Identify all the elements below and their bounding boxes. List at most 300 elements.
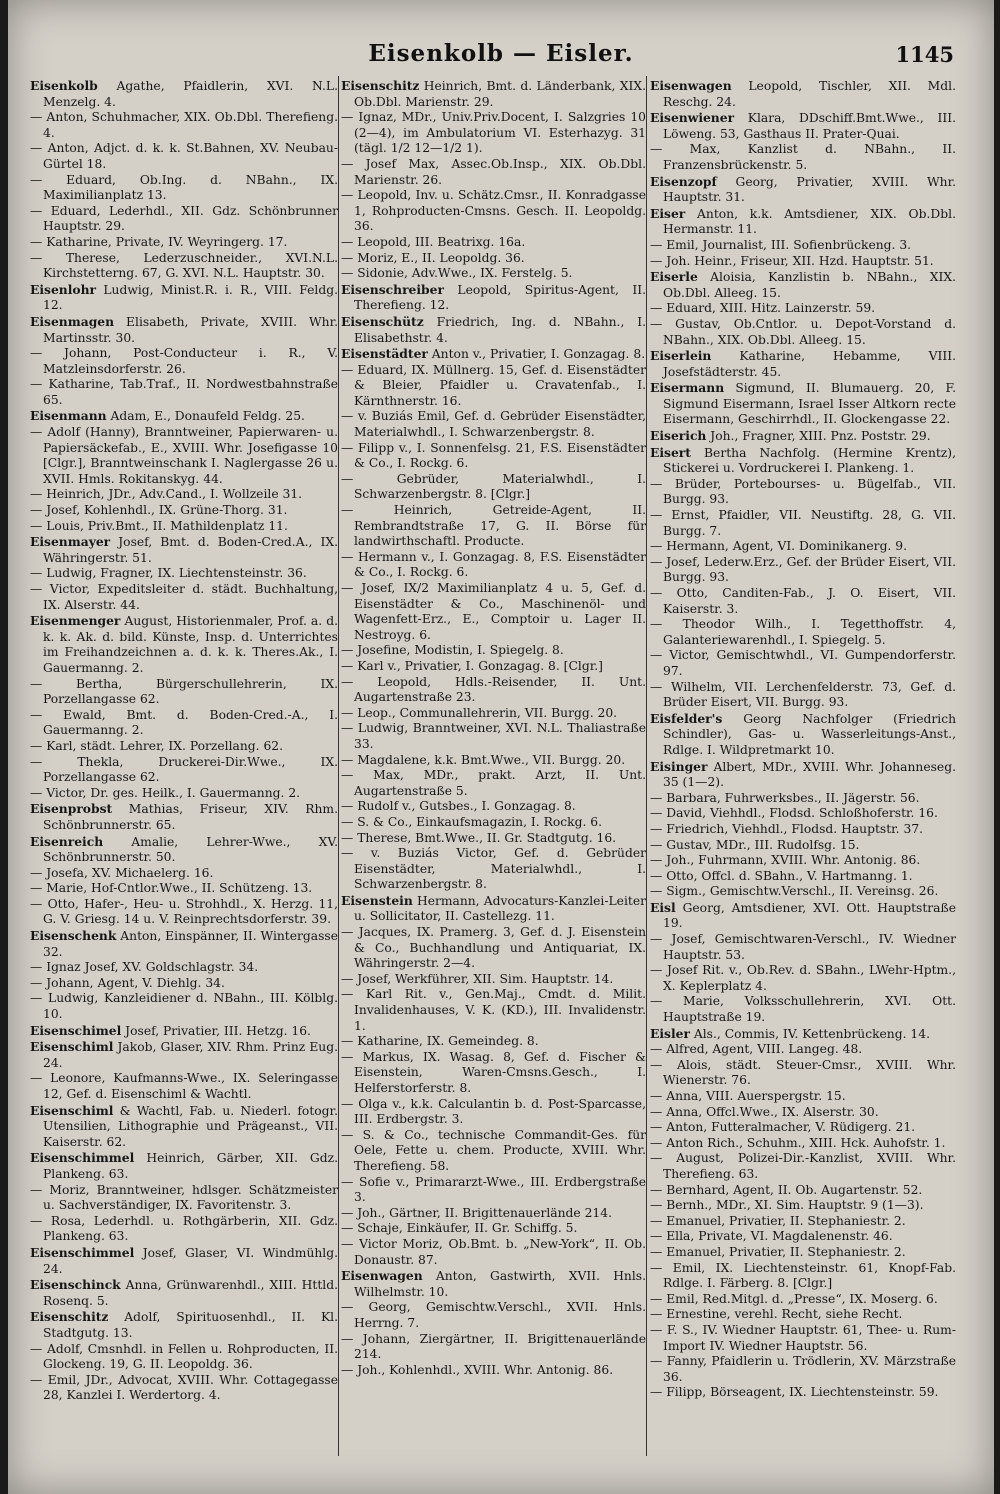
entry-text: — Leop., Communallehrerin, VII. Burgg. 20. xyxy=(341,705,618,720)
directory-entry xyxy=(30,1214,338,1245)
directory-entry xyxy=(341,799,646,815)
entry-text: — Leopold, Inv. u. Schätz.Cmsr., II. Konradgasse 1, Rohproducten-Cmsns. Gesch. II. Leopoldg. 36. xyxy=(341,188,646,234)
page-header xyxy=(8,40,994,72)
directory-entry xyxy=(650,791,956,807)
entry-text: — Emil, Journalist, III. Sofienbrückeng. 3. xyxy=(650,237,912,252)
directory-entry xyxy=(30,1309,338,1341)
entry-text: — F. S., IV. Wiedner Hauptstr. 61, Thee- u. Rum-Import IV. Wiedner Hauptstr. 56. xyxy=(650,1322,956,1353)
directory-entry xyxy=(30,755,338,786)
directory-entry xyxy=(341,472,646,503)
directory-entry xyxy=(650,1198,956,1214)
directory-entry xyxy=(650,269,956,301)
directory-entry xyxy=(650,759,956,791)
entry-text: — Eduard, IX. Müllnerg. 15, Gef. d. Eisenstädter & Bleier, Pfaidler u. Cravatenfab., I. Kärnthnerstr. 16. xyxy=(341,362,646,408)
entry-text: — Josefa, XV. Michaelerg. 16. xyxy=(30,865,214,880)
entry-surname: Eisenschimmel xyxy=(30,1244,135,1260)
entry-text: — Victor, Gemischtwhdl., VI. Gumpendorferstr. 97. xyxy=(650,648,956,678)
entry-surname: Eisenschütz xyxy=(341,313,424,329)
entry-text: — Victor Moriz, Ob.Bmt. b. „New-York“, II. Ob. Donaustr. 87. xyxy=(341,1236,646,1267)
directory-entry xyxy=(341,721,646,752)
entry-surname: Eisenkolb xyxy=(30,78,98,93)
entry-text: — Heinrich, Getreide-Agent, II. Rembrandtstraße 17, G. II. Börse für landwirthschaftl. Producte. xyxy=(341,503,646,549)
entry-text: — Anton, Adjct. d. k. k. St.Bahnen, XV. Neubau-Gürtel 18. xyxy=(30,141,338,171)
directory-entry xyxy=(341,1300,646,1331)
entry-surname: Eisenschimel xyxy=(30,1022,122,1038)
directory-entry xyxy=(650,206,956,238)
directory-entry xyxy=(341,675,646,706)
directory-entry xyxy=(650,78,956,110)
directory-entry xyxy=(30,1373,338,1404)
entry-text: Adam, E., Donaufeld Feldg. 25. xyxy=(106,409,305,424)
entry-surname: Eisenmayer xyxy=(30,534,111,550)
directory-entry xyxy=(341,78,646,110)
entry-text: Georg, Privatier, XVIII. Whr. Hauptstr. 31. xyxy=(663,174,956,205)
entry-text: — Otto, Hafer-, Heu- u. Strohhdl., X. Herzg. 11, G. V. Griesg. 14 u. V. Reinprechtsdorferstr. 39. xyxy=(30,896,338,927)
entry-text: Heinrich, Bmt. d. Länderbank, XIX. Ob.Dbl. Marienstr. 29. xyxy=(354,79,646,109)
directory-entry xyxy=(341,643,646,659)
entry-text: — Moriz, Branntweiner, hdlsger. Schätzmeister u. Sachverständiger, IX. Favoritenstr. 3. xyxy=(30,1182,338,1213)
directory-entry xyxy=(341,659,646,675)
directory-entry xyxy=(341,266,646,282)
entry-text: — Bernh., MDr., XI. Sim. Hauptstr. 9 (1—3). xyxy=(650,1198,924,1213)
directory-entry xyxy=(30,503,338,519)
directory-entry xyxy=(341,768,646,799)
entry-text: — S. & Co., Einkaufsmagazin, I. Rockg. 6. xyxy=(341,814,603,829)
entry-text: — Thekla, Druckerei-Dir.Wwe., IX. Porzellangasse 62. xyxy=(30,754,338,785)
entry-text: — Katharine, Tab.Traf., II. Nordwestbahnstraße 65. xyxy=(30,377,338,407)
entry-text: — Adolf (Hanny), Branntweiner, Papierwaren- u. Papiersäckefab., E., XVIII. Whr. Josefigasse 10 [Clgr.], Branntweinschank I. Naglergasse 26 u. XVII. Hmls. Rokitanskyg. 44. xyxy=(30,425,338,486)
directory-entry xyxy=(30,1103,338,1151)
entry-text: Jakob, Glaser, XIV. Rhm. Prinz Eug. 24. xyxy=(43,1040,338,1070)
page-number: 1145 xyxy=(895,42,954,67)
entry-text: Josef, Bmt. d. Boden-Cred.A., IX. Währingerstr. 51. xyxy=(43,535,338,565)
directory-entry xyxy=(650,900,956,932)
directory-entry xyxy=(341,363,646,410)
entry-text: — Ernst, Pfaidler, VII. Neustiftg. 28, G. VII. Burgg. 7. xyxy=(650,508,956,538)
entry-text: — Emanuel, Privatier, II. Stephaniestr. 2. xyxy=(650,1213,906,1228)
directory-entry xyxy=(341,1332,646,1363)
directory-entry xyxy=(650,932,956,963)
directory-entry xyxy=(341,831,646,847)
directory-entry xyxy=(341,110,646,157)
entry-text: — Alois, städt. Steuer-Cmsr., XVIII. Whr. Wienerstr. 76. xyxy=(650,1057,956,1088)
directory-entry xyxy=(650,711,956,759)
entry-text: Klara, DDschiff.Bmt.Wwe., III. Löweng. 53, Gasthaus II. Prater-Quai. xyxy=(663,111,956,141)
entry-text: — Joh. Heinr., Friseur, XII. Hzd. Hauptstr. 51. xyxy=(650,253,934,268)
directory-entry xyxy=(30,613,338,676)
entry-text: — Victor, Expeditsleiter d. städt. Buchhaltung, IX. Alserstr. 44. xyxy=(30,582,338,612)
directory-entry xyxy=(30,1245,338,1277)
entry-text: — Ludwig, Fragner, IX. Liechtensteinstr. 36. xyxy=(30,566,307,581)
entry-surname: Eisenschinck xyxy=(30,1277,121,1293)
directory-entry xyxy=(341,815,646,831)
entry-surname: Eisenstein xyxy=(341,892,413,908)
directory-entry xyxy=(341,346,646,363)
directory-entry xyxy=(30,786,338,802)
directory-entry xyxy=(341,753,646,769)
entry-text: — Bertha, Bürgerschullehrerin, IX. Porzellangasse 62. xyxy=(30,676,338,707)
entry-text: — Sofie v., Primararzt-Wwe., III. Erdbergstraße 3. xyxy=(341,1174,646,1205)
directory-entry xyxy=(650,617,956,648)
directory-entry xyxy=(650,853,956,869)
directory-entry xyxy=(650,174,956,206)
entry-text: — Ignaz Josef, XV. Goldschlagstr. 34. xyxy=(30,960,259,975)
directory-entry xyxy=(30,1277,338,1309)
directory-entry xyxy=(30,708,338,739)
entry-text: Josef, Glaser, VI. Windmühlg. 24. xyxy=(43,1245,338,1276)
directory-entry xyxy=(30,425,338,487)
directory-entry xyxy=(650,477,956,508)
entry-text: — S. & Co., technische Commandit-Ges. für Oele, Fette u. chem. Producte, XVIII. Whr. Therefieng. 58. xyxy=(341,1127,646,1173)
entry-text: — Otto, Canditen-Fab., J. O. Eisert, VII. Kaiserstr. 3. xyxy=(650,586,956,616)
directory-entry xyxy=(341,1363,646,1379)
entry-text: Anton, Gastwirth, XVII. Hnls. Wilhelmstr. 10. xyxy=(354,1269,646,1299)
entry-text: Hermann, Advocaturs-Kanzlei-Leiter u. Sollicitator, II. Castellezg. 11. xyxy=(354,893,646,924)
directory-entry xyxy=(650,869,956,885)
entry-surname: Eisenschiml xyxy=(30,1039,114,1055)
directory-entry xyxy=(650,110,956,142)
entry-text: — Ludwig, Kanzleidiener d. NBahn., III. Kölblg. 10. xyxy=(30,991,338,1022)
entry-text: Joh., Fragner, XIII. Pnz. Poststr. 29. xyxy=(706,429,931,444)
directory-entry xyxy=(650,317,956,348)
entry-text: — August, Polizei-Dir.-Kanzlist, XVIII. Whr. Therefieng. 63. xyxy=(650,1151,956,1181)
entry-text: — Josef Rit. v., Ob.Rev. d. SBahn., LWehr-Hptm., X. Keplerplatz 4. xyxy=(650,963,956,993)
directory-entry xyxy=(650,1136,956,1152)
directory-entry xyxy=(650,1026,956,1043)
directory-entry xyxy=(341,581,646,643)
entry-text: — Anton, Futteralmacher, V. Rüdigerg. 21. xyxy=(650,1120,916,1135)
entry-surname: Eisl xyxy=(650,899,676,915)
entry-text: — Leopold, Hdls.-Reisender, II. Unt. Augartenstraße 23. xyxy=(341,674,646,705)
entry-surname: Eisenmenger xyxy=(30,613,121,629)
entry-text: — Adolf, Cmsnhdl. in Fellen u. Rohproducten, II. Glockeng. 19, G. II. Leopoldg. 36. xyxy=(30,1341,338,1372)
entry-text: — Georg, Gemischtw.Verschl., XVII. Hnls. Herrng. 7. xyxy=(341,1300,646,1330)
entry-surname: Eisenschitz xyxy=(341,78,420,93)
entry-text: — Josef, IX/2 Maximilianplatz 4 u. 5, Gef. d. Eisenstädter & Co., Maschinenöl- und Wagenfett-Erz., E., Comptoir u. Lager II. Nestroyg. 6. xyxy=(341,581,646,642)
entry-text: Adolf, Spirituosenhdl., II. Kl. Stadtgutg. 13. xyxy=(43,1310,338,1340)
entry-surname: Eisler xyxy=(650,1025,690,1041)
entry-text: Heinrich, Gärber, XII. Gdz. Plankeng. 63. xyxy=(43,1151,338,1181)
entry-text: — Ludwig, Branntweiner, XVI. N.L. Thaliastraße 33. xyxy=(341,721,646,751)
entry-text: Georg, Amtsdiener, XVI. Ott. Hauptstraße 19. xyxy=(663,900,956,931)
entry-text: — v. Buziás Emil, Gef. d. Gebrüder Eisenstädter, Materialwhdl., I. Schwarzenbergstr. 8. xyxy=(341,409,646,440)
directory-entry xyxy=(650,301,956,317)
entry-text: — Jacques, IX. Pramerg. 3, Gef. d. J. Eisenstein & Co., Buchhandlung und Antiquariat, IX. Währingerstr. 2—4. xyxy=(341,925,646,971)
entry-text: — Sigm., Gemischtw.Verschl., II. Vereinsg. 26. xyxy=(650,884,939,899)
directory-entry xyxy=(341,235,646,251)
directory-entry xyxy=(650,539,956,555)
entry-text: — Otto, Offcl. d. SBahn., V. Hartmanng. 1. xyxy=(650,868,913,883)
directory-entry xyxy=(30,897,338,928)
directory-entry xyxy=(30,1039,338,1071)
directory-entry xyxy=(30,282,338,314)
entry-surname: Eisinger xyxy=(650,758,708,774)
directory-entry xyxy=(30,866,338,882)
directory-entry xyxy=(650,1292,956,1308)
directory-entry xyxy=(30,881,338,897)
entry-text: — Johann, Agent, V. Diehlg. 34. xyxy=(30,975,225,990)
directory-entry xyxy=(30,534,338,566)
directory-entry xyxy=(30,377,338,408)
entry-text: Agathe, Pfaidlerin, XVI. N.L. Menzelg. 4. xyxy=(43,79,338,109)
directory-entry xyxy=(341,1128,646,1175)
entry-text: — Josef, Lederw.Erz., Gef. der Brüder Eisert, VII. Burgg. 93. xyxy=(650,554,956,585)
entry-surname: Eisenwiener xyxy=(650,110,735,126)
entry-surname: Eisenwagen xyxy=(341,1268,423,1284)
entry-text: — Josef, Kohlenhdl., IX. Grüne-Thorg. 31. xyxy=(30,503,288,518)
entry-surname: Eiserle xyxy=(650,269,698,285)
directory-entry xyxy=(341,1206,646,1222)
entry-text: — Moriz, E., II. Leopoldg. 36. xyxy=(341,250,525,265)
entry-text: — Rosa, Lederhdl. u. Rothgärberin, XII. Gdz. Plankeng. 63. xyxy=(30,1213,338,1244)
entry-text: — Therese, Lederzuschneider., XVI.N.L. Kirchstetterng. 67, G. XVI. N.L. Hauptstr. 30. xyxy=(30,250,338,281)
directory-entry xyxy=(341,1221,646,1237)
entry-text: — Ella, Private, VI. Magdalenenstr. 46. xyxy=(650,1229,893,1244)
directory-entry xyxy=(650,1323,956,1354)
directory-entry xyxy=(650,1354,956,1385)
directory-entry xyxy=(341,441,646,472)
entry-text: — Katharine, Private, IV. Weyringerg. 17. xyxy=(30,234,288,249)
entry-text: — Fanny, Pfaidlerin u. Trödlerin, XV. Märzstraße 36. xyxy=(650,1354,956,1384)
directory-entry xyxy=(650,838,956,854)
directory-entry xyxy=(650,1307,956,1323)
entry-surname: Eisenprobst xyxy=(30,801,113,817)
entry-text: — Heinrich, JDr., Adv.Cand., I. Wollzeile 31. xyxy=(30,487,303,502)
entry-text: — Emil, JDr., Advocat, XVIII. Whr. Cottagegasse 28, Kanzlei I. Werdertorg. 4. xyxy=(30,1372,338,1403)
entry-text: — Brüder, Portebourses- u. Bügelfab., VII. Burgg. 93. xyxy=(650,476,956,507)
entry-text: — Bernhard, Agent, II. Ob. Augartenstr. 52. xyxy=(650,1182,923,1197)
entry-text: Bertha Nachfolg. (Hermine Krentz), Stickerei u. Vordruckerei I. Plankeng. 1. xyxy=(663,445,956,476)
entry-text: — Hermann, Agent, VI. Dominikanerg. 9. xyxy=(650,539,907,554)
entry-surname: Eisenreich xyxy=(30,833,104,849)
entry-text: — Josef, Werkführer, XII. Sim. Hauptstr. 14. xyxy=(341,971,614,986)
entry-text: Friedrich, Ing. d. NBahn., I. Elisabethstr. 4. xyxy=(354,314,646,345)
directory-entry xyxy=(650,555,956,586)
directory-entry xyxy=(650,1042,956,1058)
entry-surname: Eiser xyxy=(650,205,686,221)
entry-text: — Victor, Dr. ges. Heilk., I. Gauermanng. 2. xyxy=(30,785,301,800)
directory-entry xyxy=(650,254,956,270)
directory-entry xyxy=(30,991,338,1022)
entry-text: — Anna, VIII. Auerspergstr. 15. xyxy=(650,1089,846,1103)
entry-text: — Alfred, Agent, VIII. Langeg. 48. xyxy=(650,1042,863,1057)
directory-entry xyxy=(341,972,646,988)
entry-text: — Barbara, Fuhrwerksbes., II. Jägerstr. 56. xyxy=(650,790,920,805)
entry-surname: Eisermann xyxy=(650,380,725,396)
entry-text: — Eduard, Ob.Ing. d. NBahn., IX. Maximilianplatz 13. xyxy=(30,172,338,203)
directory-entry xyxy=(650,1105,956,1121)
entry-text: Elisabeth, Private, XVIII. Whr. Martinsstr. 30. xyxy=(43,314,338,345)
directory-entry xyxy=(30,834,338,866)
entry-text: — Ewald, Bmt. d. Boden-Cred.-A., I. Gauermanng. 2. xyxy=(30,707,338,738)
directory-entry xyxy=(341,550,646,581)
entry-text: Sigmund, II. Blumauerg. 20, F. Sigmund Eisermann, Israel Isser Altkorn recte Eisermann, Geschirrhdl., II. Glockengasse 22. xyxy=(663,381,956,427)
entry-surname: Eisenschitz xyxy=(30,1309,109,1325)
directory-entry xyxy=(650,380,956,428)
entry-surname: Eisenmagen xyxy=(30,313,115,329)
directory-entry xyxy=(30,566,338,582)
entry-text: — Anton Rich., Schuhm., XIII. Hck. Auhofstr. 1. xyxy=(650,1135,946,1150)
directory-entry xyxy=(30,173,338,204)
entry-text: — Gustav, Ob.Cntlor. u. Depot-Vorstand d. NBahn., XIX. Ob.Dbl. Alleeg. 15. xyxy=(650,316,956,347)
directory-entry xyxy=(341,409,646,440)
entry-surname: Eisert xyxy=(650,444,691,460)
entry-surname: Eisfelder's xyxy=(650,710,723,726)
entry-text: Anton, Einspänner, II. Wintergasse 32. xyxy=(43,929,338,959)
directory-entry xyxy=(341,1268,646,1300)
entry-text: Anna, Grünwarenhdl., XIII. Httld. Rosenq. 5. xyxy=(43,1278,338,1308)
directory-entry xyxy=(30,204,338,235)
entry-text: Anton, k.k. Amtsdiener, XIX. Ob.Dbl. Hermanstr. 11. xyxy=(663,206,956,237)
directory-entry xyxy=(341,1034,646,1050)
directory-entry xyxy=(650,1245,956,1261)
entry-text: Amalie, Lehrer-Wwe., XV. Schönbrunnerstr. 50. xyxy=(43,834,338,865)
entry-surname: Eisenschenk xyxy=(30,928,117,944)
entry-surname: Eisenschimmel xyxy=(30,1150,135,1166)
directory-entry xyxy=(30,251,338,282)
directory-entry xyxy=(341,846,646,893)
entry-text: — Hermann v., I. Gonzagag. 8, F.S. Eisenstädter & Co., I. Rockg. 6. xyxy=(341,549,646,580)
entry-text: — Marie, Hof-Cntlor.Wwe., II. Schützeng. 13. xyxy=(30,881,313,896)
entry-text: Aloisia, Kanzlistin b. NBahn., XIX. Ob.Dbl. Alleeg. 15. xyxy=(663,270,956,300)
directory-entry xyxy=(650,1385,956,1401)
entry-surname: Eisenmann xyxy=(30,408,107,424)
directory-entry xyxy=(650,1058,956,1089)
entry-text: Katharine, Hebamme, VIII. Josefstädterstr. 45. xyxy=(663,349,956,379)
directory-entry xyxy=(650,428,956,445)
entry-text: — Markus, IX. Wasag. 8, Gef. d. Fischer & Eisenstein, Waren-Cmsns.Gesch., I. Helferstorferstr. 8. xyxy=(341,1049,646,1095)
entry-text: — Eduard, XIII. Hitz. Lainzerstr. 59. xyxy=(650,301,876,316)
entry-text: August, Historienmaler, Prof. a. d. k. k. Ak. d. bild. Künste, Insp. d. Unterrichtes im Freihandzeichnen a. d. k. k. Theres.Ak., I. Gauermanng. 2. xyxy=(43,614,338,675)
directory-entry xyxy=(30,801,338,833)
directory-entry xyxy=(341,251,646,267)
column-1 xyxy=(30,78,338,1478)
entry-text: — Leopold, III. Beatrixg. 16a. xyxy=(341,234,526,249)
directory-entry xyxy=(30,1183,338,1214)
entry-text: — Emil, IX. Liechtensteinstr. 61, Knopf-Fab. Rdlge. I. Färberg. 8. [Clgr.] xyxy=(650,1260,956,1291)
entry-text: — Josef Max, Assec.Ob.Insp., XIX. Ob.Dbl. Marienstr. 26. xyxy=(341,156,646,187)
column-rule xyxy=(646,76,647,1456)
entry-text: Leopold, Tischler, XII. Mdl. Reschg. 24. xyxy=(663,79,956,109)
entry-text: — Magdalene, k.k. Bmt.Wwe., VII. Burgg. 20. xyxy=(341,752,626,767)
directory-entry xyxy=(650,822,956,838)
directory-entry xyxy=(30,487,338,503)
directory-entry xyxy=(30,928,338,960)
entry-surname: Eiserlein xyxy=(650,348,712,364)
directory-entry xyxy=(30,582,338,613)
directory-entry xyxy=(341,1237,646,1268)
entry-text: — Rudolf v., Gutsbes., I. Gonzagag. 8. xyxy=(341,799,576,814)
directory-entry xyxy=(650,1183,956,1199)
directory-entry xyxy=(650,1151,956,1182)
entry-text: — Eduard, Lederhdl., XII. Gdz. Schönbrunner Hauptstr. 29. xyxy=(30,203,338,234)
directory-entry xyxy=(30,976,338,992)
entry-text: — Ignaz, MDr., Univ.Priv.Docent, I. Salzgries 10 (2—4), im Ambulatorium VI. Esterhazyg. 31 (tägl. 1/2 12—1/2 1). xyxy=(341,110,646,156)
directory-entry xyxy=(650,1214,956,1230)
directory-entry xyxy=(341,706,646,722)
entry-text: — Johann, Ziergärtner, II. Brigittenauerlände 214. xyxy=(341,1331,646,1362)
column-3 xyxy=(650,78,956,1478)
directory-entry xyxy=(650,1120,956,1136)
entry-text: — Katharine, IX. Gemeindeg. 8. xyxy=(341,1034,539,1049)
column-2 xyxy=(341,78,646,1478)
entry-text: — Joh., Kohlenhdl., XVIII. Whr. Antonig. 86. xyxy=(341,1362,614,1377)
directory-entry xyxy=(30,1150,338,1182)
entry-text: — Joh., Fuhrmann, XVIII. Whr. Antonig. 86. xyxy=(650,853,921,868)
directory-entry xyxy=(341,188,646,235)
entry-text: Leopold, Spiritus-Agent, II. Therefieng. 12. xyxy=(354,282,646,313)
entry-text: Als., Commis, IV. Kettenbrückeng. 14. xyxy=(689,1026,930,1041)
entry-text: — Josef, Gemischtwaren-Verschl., IV. Wiedner Hauptstr. 53. xyxy=(650,932,956,962)
directory-entry xyxy=(650,963,956,994)
entry-text: Georg Nachfolger (Friedrich Schindler), Gas- u. Wasserleitungs-Anst., Rdlge. I. Wildpretmarkt 10. xyxy=(663,711,956,757)
directory-entry xyxy=(650,648,956,679)
entry-text: — Filipp, Börseagent, IX. Liechtensteinstr. 59. xyxy=(650,1385,939,1400)
entry-surname: Eisenzopf xyxy=(650,173,717,189)
directory-entry xyxy=(341,1175,646,1206)
entry-text: — Olga v., k.k. Calculantin b. d. Post-Sparcasse, III. Erdbergstr. 3. xyxy=(341,1096,646,1127)
entry-text: Josef, Privatier, III. Hetzg. 16. xyxy=(121,1023,311,1038)
entry-text: Albert, MDr., XVIII. Whr. Johanneseg. 35 (1—2). xyxy=(663,759,956,790)
directory-entry xyxy=(650,508,956,539)
directory-entry xyxy=(341,893,646,925)
entry-text: — Gustav, MDr., III. Rudolfsg. 15. xyxy=(650,837,860,852)
directory-entry xyxy=(30,78,338,110)
entry-text: Anton v., Privatier, I. Gonzagag. 8. xyxy=(427,347,646,362)
entry-text: Ludwig, Minist.R. i. R., VIII. Feldg. 12. xyxy=(43,282,338,313)
entry-surname: Eisenschiml xyxy=(30,1102,114,1118)
directory-entry xyxy=(30,408,338,425)
directory-entry xyxy=(30,110,338,141)
directory-entry xyxy=(30,739,338,755)
entry-text: — Karl, städt. Lehrer, IX. Porzellang. 62. xyxy=(30,738,284,753)
entry-text: — Johann, Post-Conducteur i. R., V. Matzleinsdorferstr. 26. xyxy=(30,346,338,376)
entry-text: — Gebrüder, Materialwhdl., I. Schwarzenbergstr. 8. [Clgr.] xyxy=(341,471,646,502)
directory-page xyxy=(8,0,994,1494)
entry-text: — Anton, Schuhmacher, XIX. Ob.Dbl. Therefieng. 4. xyxy=(30,110,338,140)
directory-entry xyxy=(650,806,956,822)
entry-text: — Sidonie, Adv.Wwe., IX. Ferstelg. 5. xyxy=(341,266,573,281)
directory-entry xyxy=(341,157,646,188)
directory-entry xyxy=(341,314,646,346)
entry-surname: Eisenschreiber xyxy=(341,281,444,297)
entry-text: Mathias, Friseur, XIV. Rhm. Schönbrunnerstr. 65. xyxy=(43,802,338,832)
directory-entry xyxy=(30,677,338,708)
directory-entry xyxy=(341,1050,646,1097)
entry-text: — Anna, Offcl.Wwe., IX. Alserstr. 30. xyxy=(650,1104,879,1119)
entry-text: — Theodor Wilh., I. Tegetthoffstr. 4, Galanteriewarenhdl., I. Spiegelg. 5. xyxy=(650,617,956,647)
directory-entry xyxy=(341,987,646,1034)
directory-entry xyxy=(650,1089,956,1105)
entry-surname: Eisenwagen xyxy=(650,78,732,93)
directory-entry xyxy=(650,348,956,380)
entry-text: — Max, Kanzlist d. NBahn., II. Franzensbrückenstr. 5. xyxy=(650,142,956,172)
entry-text: — Leonore, Kaufmanns-Wwe., IX. Seleringasse 12, Gef. d. Eisenschiml & Wachtl. xyxy=(30,1071,338,1101)
directory-entry xyxy=(341,503,646,550)
entry-text: — Emil, Red.Mitgl. d. „Presse“, IX. Moserg. 6. xyxy=(650,1291,938,1306)
entry-text: — Max, MDr., prakt. Arzt, II. Unt. Augartenstraße 5. xyxy=(341,768,646,798)
directory-entry xyxy=(30,1071,338,1102)
directory-entry xyxy=(30,346,338,377)
directory-entry xyxy=(30,141,338,172)
entry-text: — Karl Rit. v., Gen.Maj., Cmdt. d. Milit. Invalidenhauses, V. K. (KD.), III. Invalidenstr. 1. xyxy=(341,987,646,1033)
entry-text: — Wilhelm, VII. Lerchenfelderstr. 73, Gef. d. Brüder Eisert, VII. Burgg. 93. xyxy=(650,679,956,710)
directory-entry xyxy=(650,445,956,477)
directory-entry xyxy=(650,238,956,254)
entry-text: — David, Viehhdl., Flodsd. Schloßhoferstr. 16. xyxy=(650,806,938,821)
entry-text: — Marie, Volksschullehrerin, XVI. Ott. Hauptstraße 19. xyxy=(650,994,956,1025)
directory-entry xyxy=(650,586,956,617)
